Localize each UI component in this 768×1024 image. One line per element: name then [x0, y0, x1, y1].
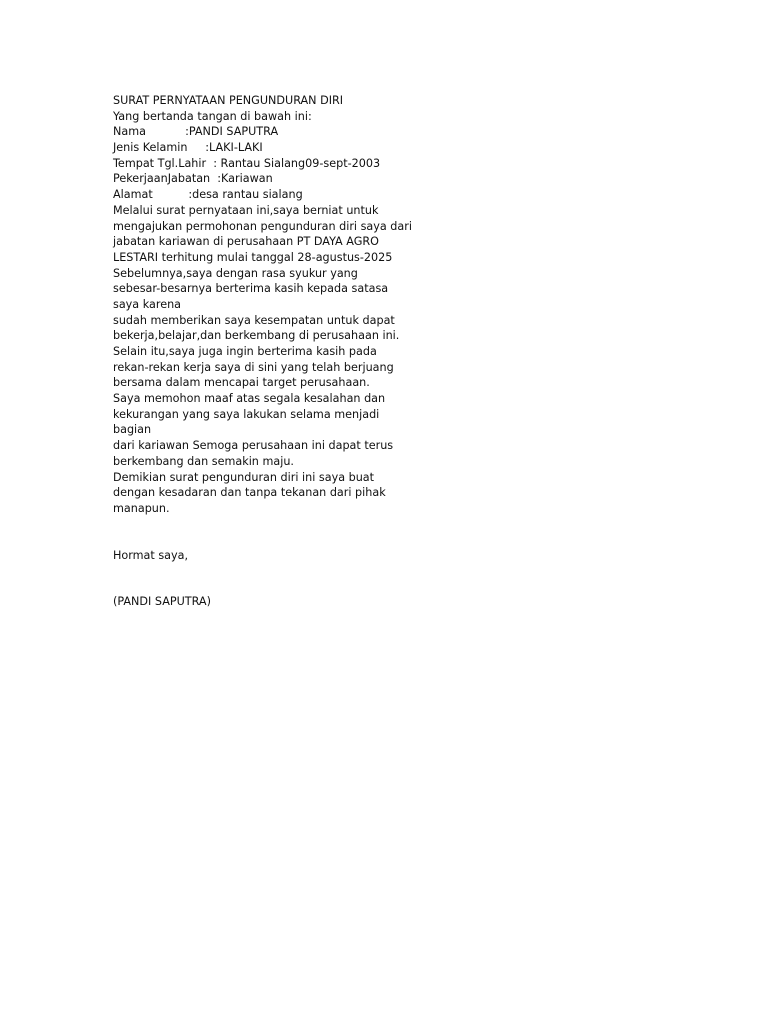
body-line: saya karena — [113, 297, 182, 311]
body-line: mengajukan permohonan pengunduran diri saya dari — [113, 219, 412, 233]
field-name: Nama :PANDI SAPUTRA — [113, 125, 279, 139]
field-job: PekerjaanJabatan :Kariawan — [113, 172, 273, 186]
field-address: Alamat :desa rantau sialang — [113, 188, 303, 202]
resignation-letter — [113, 93, 412, 610]
signature-name: (PANDI SAPUTRA) — [113, 595, 211, 609]
field-gender: Jenis Kelamin :LAKI-LAKI — [113, 141, 263, 155]
body-line: Selain itu,saya juga ingin berterima kasih pada — [113, 345, 377, 358]
body-line: manapun. — [113, 501, 170, 515]
field-birth: Tempat Tgl.Lahir : Rantau Sialang09-sept-2003 — [113, 156, 381, 170]
body-line: LESTARI terhitung mulai tanggal 28-agustus-2025 — [113, 250, 393, 264]
body-line: Demikian surat pengunduran diri ini saya buat — [113, 470, 375, 484]
body-line: rekan-rekan kerja saya di sini yang telah berjuang — [113, 360, 394, 374]
body-line: berkembang dan semakin maju. — [113, 454, 294, 468]
spacer — [113, 517, 403, 548]
letter-intro: Yang bertanda tangan di bawah ini: — [113, 109, 312, 123]
body-line: jabatan kariawan di perusahaan PT DAYA AGRO — [113, 235, 379, 249]
body-line: bersama dalam mencapai target perusahaan. — [113, 376, 370, 390]
body-line: bagian — [113, 423, 152, 437]
body-line: bekerja,belajar,dan berkembang di perusahaan ini. — [113, 329, 400, 343]
body-line: Sebelumnya,saya dengan rasa syukur yang — [113, 266, 358, 280]
body-line: dengan kesadaran dan tanpa tekanan dari pihak — [113, 486, 386, 500]
letter-title: SURAT PERNYATAAN PENGUNDURAN DIRI — [113, 94, 344, 107]
body-line: sudah memberikan saya kesempatan untuk dapat — [113, 313, 395, 327]
spacer — [113, 563, 403, 594]
body-line: dari kariawan Semoga perusahaan ini dapat terus — [113, 439, 394, 453]
body-line: Melalui surat pernyataan ini,saya berniat untuk — [113, 203, 379, 217]
body-line: sebesar-besarnya berterima kasih kepada satasa — [113, 282, 389, 296]
body-line: kekurangan yang saya lakukan selama menjadi — [113, 407, 380, 421]
body-line: Saya memohon maaf atas segala kesalahan dan — [113, 392, 386, 406]
closing-text: Hormat saya, — [113, 548, 189, 562]
